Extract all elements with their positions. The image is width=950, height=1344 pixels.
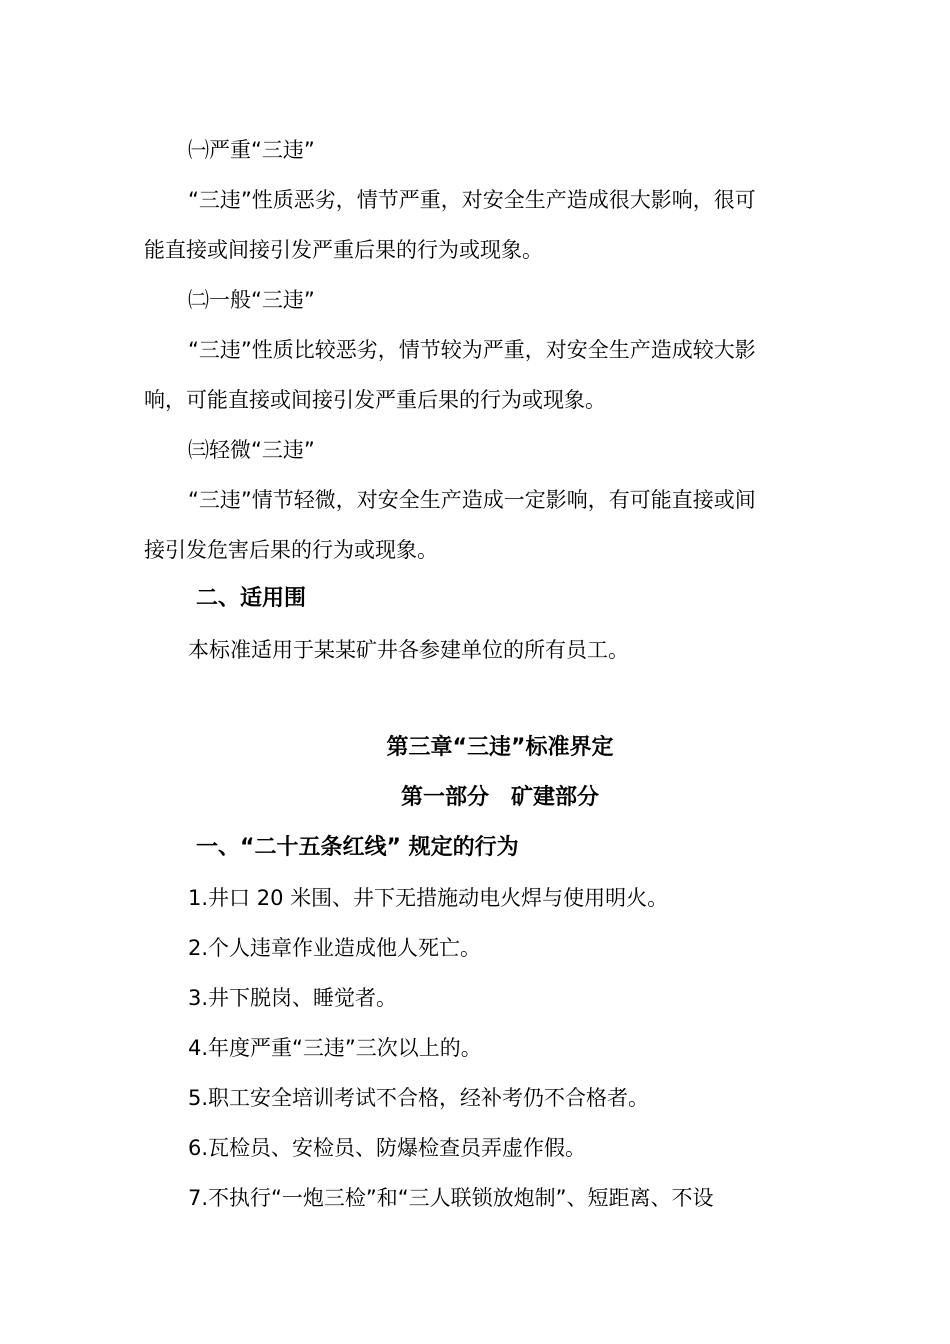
list-item: 6.瓦检员、安检员、防爆检查员弄虚作假。: [188, 1136, 587, 1160]
list-item: 5.职工安全培训考试不合格，经补考仍不合格者。: [188, 1086, 650, 1110]
item3-body-line1: “三违”情节轻微，对安全生产造成一定影响，有可能直接或间: [188, 488, 756, 512]
list-item: 7.不执行“一炮三检”和“三人联锁放炮制”、短距离、不设: [188, 1186, 714, 1210]
part-title: 第一部分 矿建部分: [400, 785, 599, 810]
item1-body-line2: 能直接或间接引发严重后果的行为或现象。: [144, 238, 543, 262]
list-item: 4.年度严重“三违”三次以上的。: [188, 1036, 482, 1060]
list-item: 3.井下脱岗、睡觉者。: [188, 986, 398, 1010]
item2-body-line1: “三违”性质比较恶劣，情节较为严重，对安全生产造成较大影: [188, 338, 756, 362]
item3-body-line2: 接引发危害后果的行为或现象。: [144, 538, 438, 562]
item2-heading: ㈡一般“三违”: [188, 288, 315, 312]
item3-heading: ㈢轻微“三违”: [188, 438, 315, 462]
section2-body: 本标准适用于某某矿井各参建单位的所有员工。: [188, 638, 629, 662]
section2-heading: 二、适用围: [196, 586, 307, 611]
item1-body-line1: “三违”性质恶劣，情节严重，对安全生产造成很大影响，很可: [188, 188, 756, 212]
item2-body-line2: 响，可能直接或间接引发严重后果的行为或现象。: [144, 388, 606, 412]
chapter-title: 第三章“三违”标准界定: [386, 735, 614, 760]
list-item: 2.个人违章作业造成他人死亡。: [188, 936, 482, 960]
list-item: 1.井口 20 米围、井下无措施动电火焊与使用明火。: [188, 886, 669, 910]
red-line-subheading: 一、“二十五条红线” 规定的行为: [196, 835, 519, 860]
item1-heading: ㈠严重“三违”: [188, 138, 315, 162]
